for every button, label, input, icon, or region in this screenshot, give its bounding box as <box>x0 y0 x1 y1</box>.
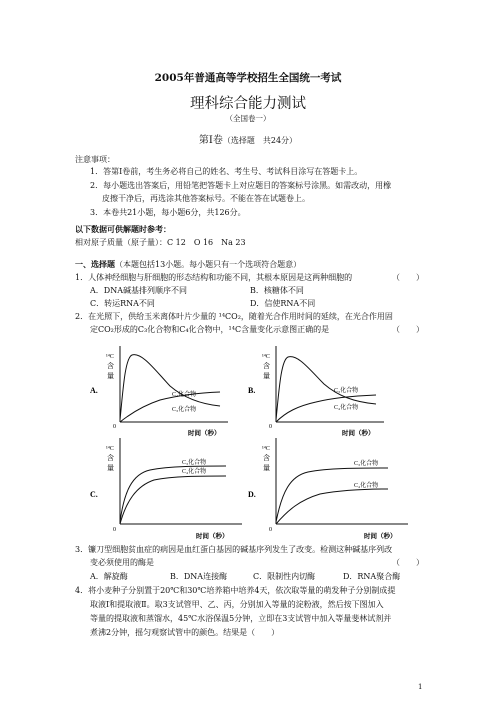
notes-heading: 注意事项： <box>75 155 115 164</box>
part-heading <box>0 131 496 146</box>
x-axis-label: 时间（秒） <box>342 430 375 437</box>
chart-a-plot <box>80 340 240 440</box>
y-axis-label-3: 量 <box>263 372 270 380</box>
y-axis-label-2: 含 <box>263 454 270 462</box>
q1-answer-paren: （ ） <box>392 273 424 282</box>
q2-stem-line1: 2．在光照下，供给玉米离体叶片少量的 ¹⁴CO₂，随着光合作用时间的延续，在光合作用固 <box>75 312 393 321</box>
part-title: 第Ⅰ卷 <box>198 135 223 146</box>
q3-option-a: A．解旋酶 <box>90 572 128 581</box>
y-axis-label-1: ¹⁴C <box>262 354 270 360</box>
q1-option-b: B．核糖体不同 <box>250 286 304 295</box>
y-axis-label-2: 含 <box>263 362 270 370</box>
chart-d <box>238 432 418 546</box>
q4-stem-line3: 等量的提取液和蒸馏水，45℃水浴保温5分钟，立即在3支试管中加入等量斐林试剂并 <box>90 614 392 623</box>
y-axis-label-3: 量 <box>107 372 114 380</box>
subject-title: 理科综合能力测试 <box>190 96 306 112</box>
atomic-masses: 相对原子质量（原子量）：C 12 O 16 Na 23 <box>75 238 246 247</box>
q2-answer-paren: （ ） <box>392 325 424 334</box>
y-axis-label-3: 量 <box>263 464 270 472</box>
q1-stem: 1．人体神经细胞与肝细胞的形态结构和功能不同，其根本原因是这两种细胞的 <box>75 273 353 282</box>
curve-lower <box>120 476 226 524</box>
x-axis-label: 时间（秒） <box>188 430 221 437</box>
section-title: 一、选择题 <box>75 259 115 269</box>
curve-lower <box>276 489 388 524</box>
q3-stem-line1: 3．镰刀型细胞贫血症的病因是血红蛋白基因的碱基序列发生了改变。检测这种碱基序列改 <box>75 545 393 554</box>
curve-rising <box>276 395 376 422</box>
q4-stem-line4: 煮沸2分钟，摇匀观察试管中的颜色。结果是（ ） <box>90 628 280 637</box>
origin-label: 0 <box>269 527 272 533</box>
q4-stem-line2: 取液Ⅰ和提取液Ⅱ。取3支试管甲、乙、丙，分别加入等量的淀粉液，然后按下图加入 <box>90 600 384 609</box>
chart-letter: B. <box>248 386 256 395</box>
q3-answer-paren: （ ） <box>392 558 424 567</box>
q1-option-d: D．信使RNA不同 <box>250 299 316 308</box>
curve-rising-falling <box>120 355 220 420</box>
chart-c-plot <box>80 432 250 542</box>
lower-series-label: C₃化合物 <box>172 407 197 413</box>
notes-item-1: 1．答第Ⅰ卷前，考生务必将自己的姓名、考生号、考试科目涂写在答题卡上。 <box>90 167 363 176</box>
y-axis-label-3: 量 <box>107 464 114 472</box>
y-axis-label-2: 含 <box>107 362 114 370</box>
q3-option-c: C．限制性内切酶 <box>253 572 316 581</box>
chart-d-plot <box>238 432 418 542</box>
q2-stem-line2: 定CO₂形成的C₃化合物和C₄化合物中，¹⁴C含量变化示意图正确的是 <box>90 325 330 334</box>
upper-series-label: C₃化合物 <box>354 461 379 467</box>
part-note: （选择题 共24分） <box>222 136 298 145</box>
chart-b-plot <box>238 340 398 440</box>
notes-item-2-cont: 皮擦干净后，再选涂其他答案标号。不能在答在试题卷上。 <box>102 194 310 203</box>
q3-stem-line2: 变必须使用的酶是 <box>90 558 154 567</box>
chart-letter: C. <box>90 490 98 499</box>
origin-label: 0 <box>269 424 272 430</box>
y-axis-label-1: ¹⁴C <box>262 446 270 452</box>
q1-option-c: C．转运RNA不同 <box>90 299 155 308</box>
x-axis-label: 时间（秒） <box>196 533 229 540</box>
q4-stem-line1: 4．将小麦种子分别置于20℃和30℃培养箱中培养4天，依次取等量的萌发种子分别制成提 <box>75 586 396 595</box>
q3-option-b: B．DNA连接酶 <box>170 572 228 581</box>
section-note: （本题包括13小题。每小题只有一个选项符合题意） <box>115 260 302 269</box>
y-axis-label-1: ¹⁴C <box>106 354 114 360</box>
upper-series-label: C₃化合物 <box>334 388 359 394</box>
chart-b <box>238 340 398 444</box>
notes-item-3: 3．本卷共21小题，每小题6分，共126分。 <box>90 208 246 217</box>
exam-title: 2005年普通高等学校招生全国统一考试 <box>154 72 342 84</box>
lower-series-label: C₄化合物 <box>182 469 207 475</box>
notes-item-2: 2．每小题选出答案后，用铅笔把答题卡上对应题目的答案标号涂黑。如需改动，用橡 <box>90 181 392 190</box>
chart-letter: D. <box>248 490 256 499</box>
chart-letter: A. <box>90 386 98 395</box>
y-axis-label-1: ¹⁴C <box>106 446 114 452</box>
y-axis-label-2: 含 <box>107 454 114 462</box>
page-number: 1 <box>418 683 423 691</box>
lower-series-label: C₄化合物 <box>354 483 379 489</box>
curve-rising <box>120 392 220 422</box>
upper-series-label: C₃化合物 <box>182 460 207 466</box>
q3-option-d: D．RNA聚合酶 <box>343 572 401 581</box>
origin-label: 0 <box>113 424 116 430</box>
paper-subtitle: （全国卷一） <box>225 114 271 123</box>
data-ref-heading: 以下数据可供解题时参考： <box>75 224 171 234</box>
curve-upper <box>120 466 226 522</box>
upper-series-label: C₄化合物 <box>172 392 197 398</box>
chart-c <box>80 432 250 546</box>
curve-upper <box>276 468 388 522</box>
chart-a <box>80 340 240 444</box>
x-axis-label: 时间（秒） <box>364 533 397 540</box>
lower-series-label: C₄化合物 <box>334 405 359 411</box>
q1-option-a: A．DNA碱基排列顺序不同 <box>90 286 187 295</box>
origin-label: 0 <box>113 527 116 533</box>
section-heading <box>75 259 301 270</box>
